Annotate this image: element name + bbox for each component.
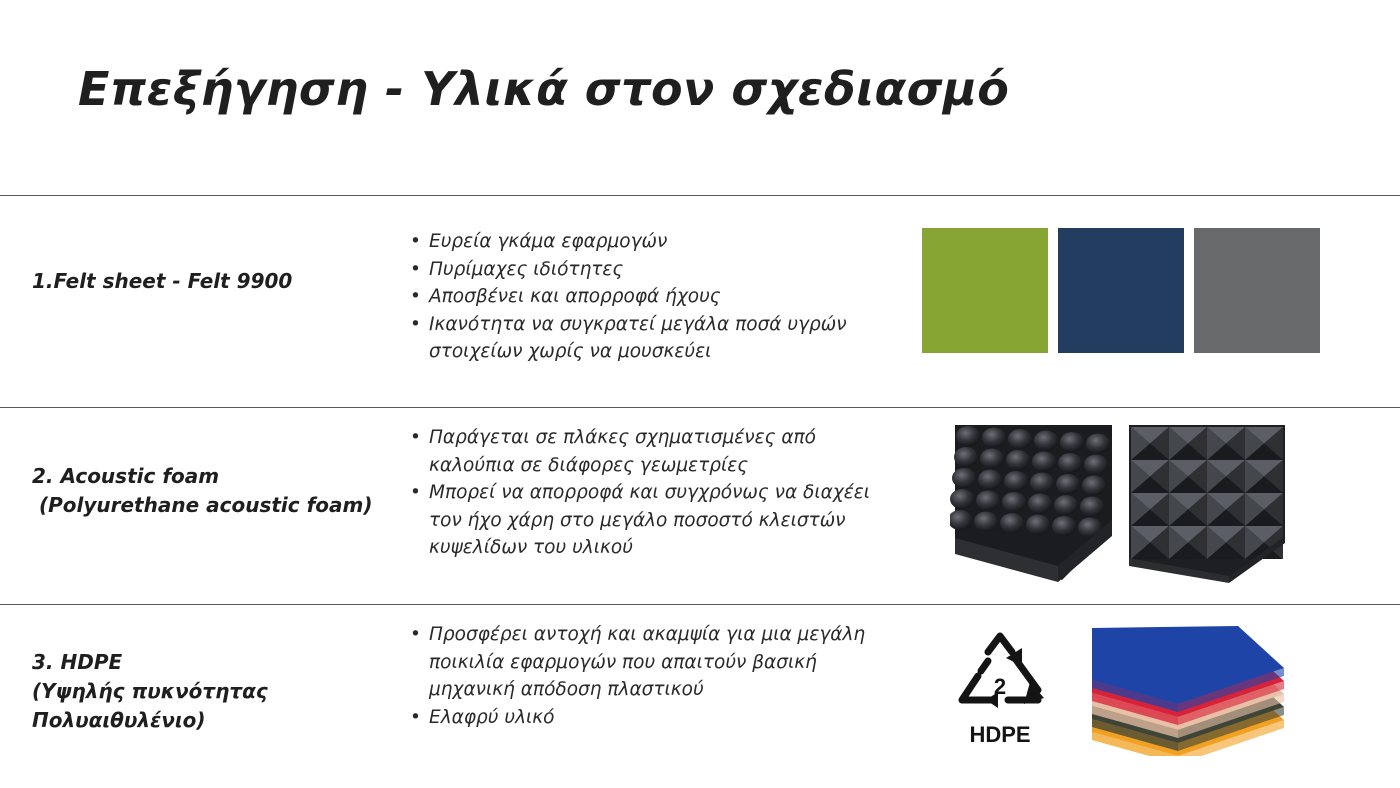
bullet-list-foam [410,424,900,562]
list-item: • Μπορεί να απορροφά και συγχρόνως να διαχέει τον ήχο χάρη στο μεγάλο ποσοστό κλειστών κυψελίδων του υλικού [410,479,900,562]
recycle-number: 2 [993,674,1007,699]
felt-swatch-green [922,228,1048,353]
foam-bump [1058,453,1082,473]
foam-bump [1008,429,1032,449]
foam-bump [978,470,1002,490]
list-item: • Ευρεία γκάμα εφαρμογών [410,228,900,256]
list-item: • Πυρίμαχες ιδιότητες [410,256,900,284]
divider [0,407,1400,408]
foam-bump [980,449,1004,469]
foam-bump [1000,513,1024,533]
material-label-foam: 2. Acoustic foam (Polyurethane acoustic foam) [32,464,373,517]
foam-bump [1004,471,1028,491]
foam-bump [974,512,998,532]
foam-bump [1056,474,1080,494]
recycle-hdpe-icon [948,630,1052,748]
list-item: • Ικανότητα να συγκρατεί μεγάλα ποσά υγρών στοιχείων χωρίς να μουσκεύει [410,311,900,366]
foam-bump [956,426,980,446]
foam-bump [1080,497,1104,517]
foam-bump [1026,515,1050,535]
list-item: • Ελαφρύ υλικό [410,704,900,732]
pyramid-foam-image [1125,420,1290,585]
page-title: Επεξήγηση - Υλικά στον σχεδιασμό [78,62,1010,116]
foam-bump [1054,495,1078,515]
felt-swatch-grey [1194,228,1320,353]
list-item: • Αποσβένει και απορροφά ήχους [410,283,900,311]
foam-bump [1086,434,1110,454]
material-label-hdpe: 3. HDPE (Υψηλής πυκνότητας Πολυαιθυλένιο) [32,650,268,732]
foam-bump [1084,455,1108,475]
list-item: • Προσφέρει αντοχή και ακαμψία για μια μεγάλη ποικιλία εφαρμογών που απαιτούν βασική μηχανική απόδοση πλαστικού [410,621,900,704]
egg-crate-foam-image [950,420,1120,585]
bullet-list-felt [410,228,900,366]
foam-bump [1028,494,1052,514]
foam-bump [1030,473,1054,493]
material-label-felt: 1.Felt sheet - Felt 9900 [32,269,293,293]
foam-bump [950,489,974,509]
list-item: • Παράγεται σε πλάκες σχηματισμένες από καλούπια σε διάφορες γεωμετρίες [410,424,900,479]
divider [0,195,1400,196]
foam-bump [982,428,1006,448]
foam-bump [1032,452,1056,472]
foam-bump [1082,476,1106,496]
foam-bump [1052,516,1076,536]
recycle-code: HDPE [969,722,1031,747]
foam-bump [952,468,976,488]
foam-bump [1002,492,1026,512]
felt-swatch-navy [1058,228,1184,353]
divider [0,604,1400,605]
foam-bump [1034,431,1058,451]
foam-bump [1060,432,1084,452]
foam-bump [1006,450,1030,470]
foam-bump [954,447,978,467]
bullet-list-hdpe [410,621,900,731]
hdpe-sheets-image [1088,622,1296,756]
foam-bump [976,491,1000,511]
